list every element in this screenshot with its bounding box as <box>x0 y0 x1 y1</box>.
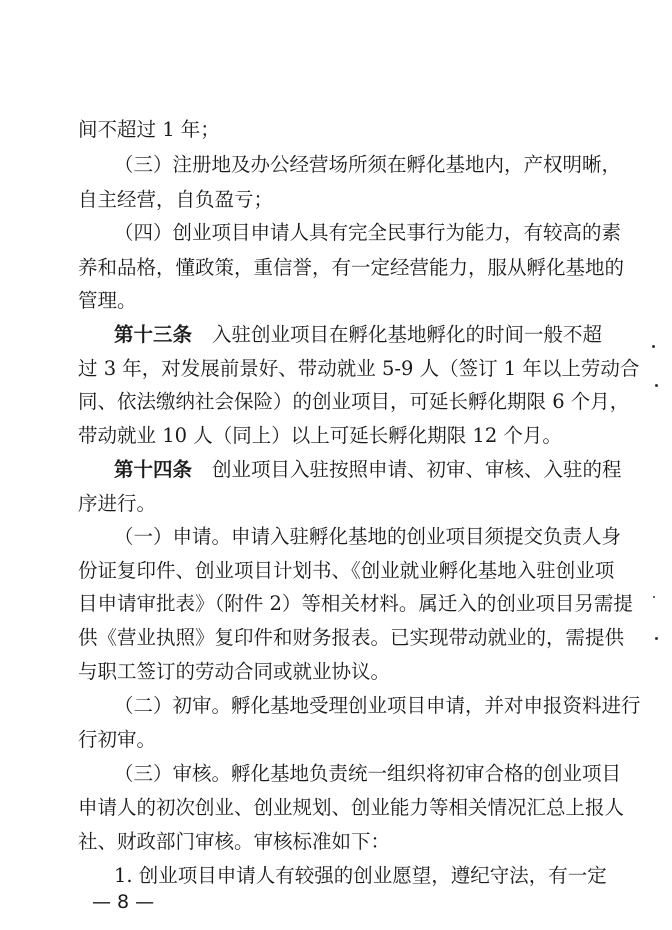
text-line: 行初审。 <box>78 728 157 751</box>
text-line: 与职工签订的劳动合同或就业协议。 <box>78 660 391 683</box>
text-line: 养和品格，懂政策，重信誉，有一定经营能力，服从孵化基地的 <box>78 256 625 279</box>
text-line: （三）注册地及办公经营场所须在孵化基地内，产权明晰， <box>114 153 622 176</box>
text-line: （三）审核。孵化基地负责统一组织将初审合格的创业项目 <box>114 762 622 785</box>
text-line: 过 3 年，对发展前景好、带动就业 5-9 人（签订 1 年以上劳动合 <box>78 357 640 380</box>
article-13-first-line <box>114 322 603 348</box>
text-line: （一）申请。申请入驻孵化基地的创业项目须提交负责人身 <box>114 525 622 548</box>
text-line: 自主经营，自负盈亏； <box>78 188 274 211</box>
text-line: （四）创业项目申请人具有完全民事行为能力，有较高的素 <box>114 221 622 244</box>
text-line: 供《营业执照》复印件和财务报表。已实现带动就业的，需提供 <box>78 626 625 649</box>
text-line: 同、依法缴纳社会保险）的创业项目，可延长孵化期限 6 个月， <box>78 390 630 413</box>
text-line: （二）初审。孵化基地受理创业项目申请，并对申报资料进行 <box>114 694 641 717</box>
text-span: 入驻创业项目在孵化基地孵化的时间一般不超 <box>212 323 603 346</box>
text-line: 序进行。 <box>78 492 157 515</box>
scan-speck <box>655 637 658 640</box>
scan-speck <box>653 596 655 598</box>
text-span: 创业项目入驻按照申请、初审、审核、入驻的程 <box>212 458 622 481</box>
article-13-heading: 第十三条 <box>114 323 193 346</box>
article-14-heading: 第十四条 <box>114 458 193 481</box>
text-line: 份证复印件、创业项目计划书、《创业就业孵化基地入驻创业项 <box>78 559 615 582</box>
text-line: 目申请审批表》（附件 2）等相关材料。属迁入的创业项目另需提 <box>78 592 633 615</box>
text-line: 间不超过 1 年； <box>78 118 220 141</box>
article-14-first-line <box>114 457 622 483</box>
text-line: 带动就业 10 人（同上）以上可延长孵化期限 12 个月。 <box>78 424 562 447</box>
page-number: — 8 — <box>92 891 155 913</box>
text-line: 1. 创业项目申请人有较强的创业愿望，遵纪守法，有一定 <box>114 864 607 887</box>
scan-speck <box>655 384 658 387</box>
text-line: 社、财政部门审核。审核标准如下： <box>78 830 391 853</box>
text-line: 申请人的初次创业、创业规划、创业能力等相关情况汇总上报人 <box>78 796 625 819</box>
scan-speck <box>652 345 655 348</box>
text-line: 管理。 <box>78 289 137 312</box>
